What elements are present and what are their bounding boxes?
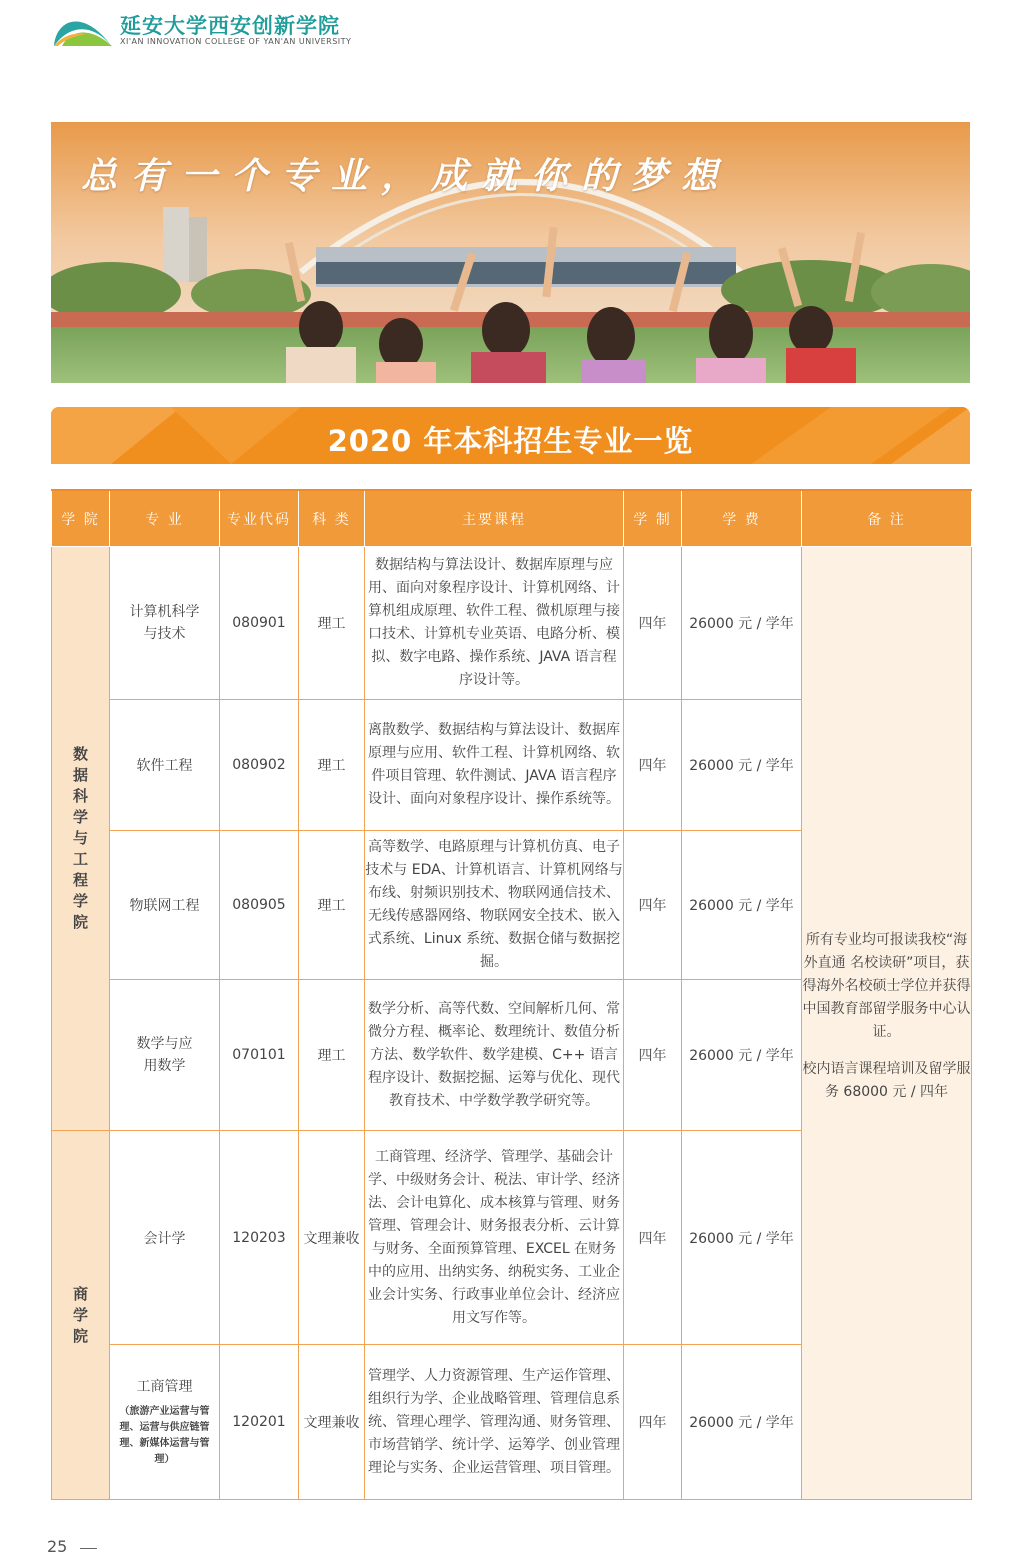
duration-cell: 四年 — [624, 547, 682, 700]
header-tuition: 学 费 — [682, 490, 802, 547]
table-row — [52, 547, 972, 700]
code-cell: 080905 — [220, 831, 299, 980]
page-number: 25 — [47, 1537, 68, 1556]
courses-cell: 工商管理、经济学、管理学、基础会计学、中级财务会计、税法、审计学、经济法、会计电算化、成本核算与管理、财务管理、管理会计、财务报表分析、云计算与财务、全面预算管理、EXCEL 在财务中的应用、出纳实务、纳税实务、工业企业会计实务、行政事业单位会计、经济应用文写作等。 — [365, 1131, 624, 1345]
section-title-bar — [51, 407, 970, 464]
duration-cell: 四年 — [624, 1131, 682, 1345]
courses-cell: 数据结构与算法设计、数据库原理与应用、面向对象程序设计、计算机网络、计算机组成原理、软件工程、微机原理与接口技术、计算机专业英语、电路分析、模拟、数字电路、操作系统、JAVA 语言程序设计等。 — [365, 547, 624, 700]
header-college: 学 院 — [52, 490, 110, 547]
category-cell: 文理兼收 — [299, 1345, 365, 1500]
code-cell: 120201 — [220, 1345, 299, 1500]
college-logo — [52, 6, 372, 48]
courses-cell: 管理学、人力资源管理、生产运作管理、组织行为学、企业战略管理、管理信息系统、管理心理学、管理沟通、财务管理、市场营销学、统计学、运筹学、创业管理理论与实务、企业运营管理、项目管理。 — [365, 1345, 624, 1500]
code-cell: 080902 — [220, 700, 299, 831]
header-major: 专 业 — [110, 490, 220, 547]
major-cell: 软件工程 — [110, 700, 220, 831]
major-name: 工商管理 — [136, 1379, 193, 1395]
header-category: 科 类 — [299, 490, 365, 547]
notes-cell — [802, 547, 972, 1500]
major-cell — [110, 980, 220, 1131]
header-duration: 学 制 — [624, 490, 682, 547]
tuition-cell: 26000 元 / 学年 — [682, 700, 802, 831]
tuition-cell: 26000 元 / 学年 — [682, 547, 802, 700]
code-cell: 070101 — [220, 980, 299, 1131]
college-name: 商学院 — [72, 1284, 88, 1345]
major-cell: 会计学 — [110, 1131, 220, 1345]
logo-swoosh-icon — [52, 6, 114, 48]
major-sub-directions: （旅游产业运营与管理、运营与供应链管理、新媒体运营与管理） — [119, 1406, 210, 1465]
college-cell-business — [52, 1131, 110, 1500]
header-code: 专业代码 — [220, 490, 299, 547]
courses-cell: 数学分析、高等代数、空间解析几何、常微分方程、概率论、数理统计、数值分析方法、数学软件、数学建模、C++ 语言程序设计、数据挖掘、运筹与优化、现代教育技术、中学数学教学研究等。 — [365, 980, 624, 1131]
courses-cell: 离散数学、数据结构与算法设计、数据库原理与应用、软件工程、计算机网络、软件项目管理、软件测试、JAVA 语言程序设计、面向对象程序设计、操作系统等。 — [365, 700, 624, 831]
category-cell: 理工 — [299, 831, 365, 980]
banner-slogan: 总有一个专业，成就你的梦想 — [81, 155, 732, 197]
duration-cell: 四年 — [624, 1345, 682, 1500]
note-overseas-program: 所有专业均可报读我校“海外直通 名校读研”项目，获得海外名校硕士学位并获得中国教育部留学服务中心认证。 — [802, 931, 971, 1040]
header-courses: 主要课程 — [365, 490, 624, 547]
hero-banner — [51, 122, 970, 383]
college-name-en: XI'AN INNOVATION COLLEGE OF YAN'AN UNIVERSITY — [120, 37, 352, 46]
tuition-cell: 26000 元 / 学年 — [682, 831, 802, 980]
category-cell: 理工 — [299, 547, 365, 700]
table-header-row — [52, 490, 972, 547]
majors-table — [51, 489, 972, 1500]
major-cell — [110, 547, 220, 700]
duration-cell: 四年 — [624, 980, 682, 1131]
note-language-fee: 校内语言课程培训及留学服务 68000 元 / 四年 — [802, 1060, 971, 1100]
major-cell — [110, 1345, 220, 1500]
duration-cell: 四年 — [624, 700, 682, 831]
major-name: 计算机科学与技术 — [129, 604, 200, 642]
college-cell-data-science — [52, 547, 110, 1131]
college-name-cn: 延安大学西安创新学院 — [120, 14, 340, 38]
category-cell: 文理兼收 — [299, 1131, 365, 1345]
tuition-cell: 26000 元 / 学年 — [682, 1345, 802, 1500]
page-number-rule — [80, 1548, 97, 1549]
courses-cell: 高等数学、电路原理与计算机仿真、电子技术与 EDA、计算机语言、计算机网络与布线、射频识别技术、物联网通信技术、无线传感器网络、物联网安全技术、嵌入式系统、Linux 系统、数据仓储与数据挖掘。 — [365, 831, 624, 980]
section-title: 2020 年本科招生专业一览 — [327, 424, 694, 458]
major-cell: 物联网工程 — [110, 831, 220, 980]
category-cell: 理工 — [299, 700, 365, 831]
header-notes: 备 注 — [802, 490, 972, 547]
college-name: 数据科学与工程学院 — [72, 745, 88, 931]
tuition-cell: 26000 元 / 学年 — [682, 980, 802, 1131]
code-cell: 120203 — [220, 1131, 299, 1345]
code-cell: 080901 — [220, 547, 299, 700]
duration-cell: 四年 — [624, 831, 682, 980]
major-name: 数学与应用数学 — [136, 1036, 193, 1074]
category-cell: 理工 — [299, 980, 365, 1131]
tuition-cell: 26000 元 / 学年 — [682, 1131, 802, 1345]
